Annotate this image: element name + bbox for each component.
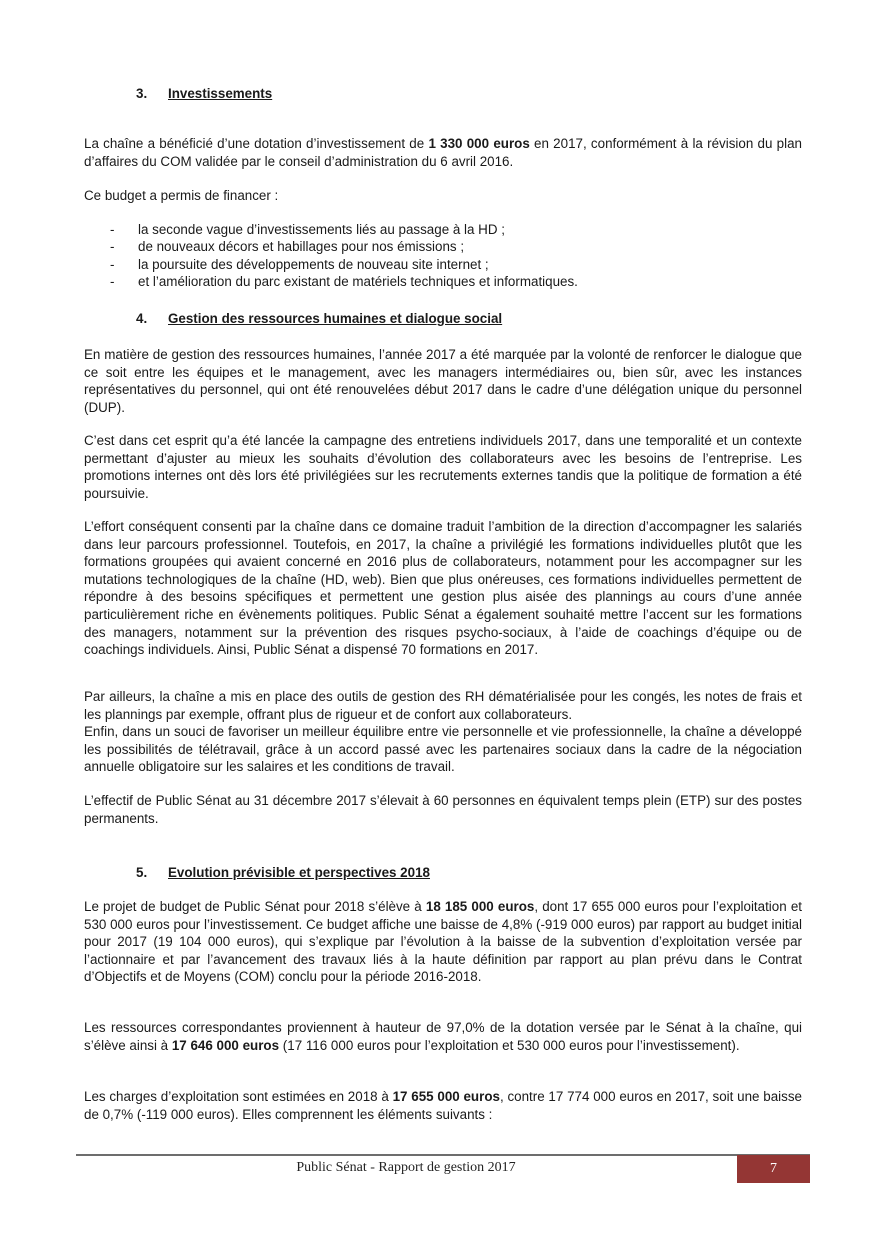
bold-amount: 18 185 000 euros (425, 899, 535, 914)
text: , contre 17 774 000 euros en 2017, soit une baisse de 0,7% (-119 000 euros). Elles comprennent les éléments suivants : (84, 1089, 802, 1122)
bold-amount: 1 330 000 euros (428, 136, 530, 151)
section-4-heading (136, 311, 502, 326)
text: en 2017, conformément à la révision du plan d’affaires du COM validée par le conseil d’administration du 6 avril 2016. (84, 136, 802, 169)
text: (17 116 000 euros pour l’exploitation et 530 000 euros pour l’investissement). (279, 1037, 740, 1053)
section-5-heading (136, 865, 430, 880)
section-3-heading (136, 86, 272, 101)
list-item-text: de nouveaux décors et habillages pour nos émissions ; (138, 239, 465, 255)
paragraph-charges (84, 1088, 802, 1123)
page-number-badge: 7 (737, 1155, 810, 1183)
paragraph-budget-2018 (84, 898, 802, 986)
paragraph-interviews: C’est dans cet esprit qu’a été lancée la campagne des entretiens individuels 2017, dans une temporalité et un contexte permettant d’ajuster au mieux les souhaits d’évolution des collaborateurs avec les besoins de l’entreprise. Les promotions internes ont dès lors été privilégiées sur les recrutements externes tandis que la politique de formation a été poursuivie. (84, 433, 802, 501)
footer-divider (76, 1154, 810, 1156)
paragraph-telework: Enfin, dans un souci de favoriser un meilleur équilibre entre vie personnelle et vie professionnelle, la chaîne a développé les possibilités de télétravail, grâce à un accord passé avec les partenaires sociaux dans la cadre de la négociation annuelle obligatoire sur les salaires et les conditions de travail. (84, 724, 802, 775)
paragraph-hr-dialogue: En matière de gestion des ressources humaines, l’année 2017 a été marquée par la volonté de renforcer le dialogue que ce soit entre les équipes et le management, avec les managers intermédiaires ou, bien sûr, avec les instances représentatives du personnel, qui ont été renouvelées début 2017 dans le cadre d’une délégation unique du personnel (DUP). (84, 347, 802, 415)
list-item (84, 273, 802, 290)
dash-bullet: - (110, 256, 115, 272)
dash-bullet: - (110, 222, 115, 237)
paragraph-training: L’effort conséquent consenti par la chaîne dans ce domaine traduit l’ambition de la direction d’accompagner les salariés dans leur parcours professionnel. Toutefois, en 2017, la chaîne a privilégié les formations individuelles plutôt que les formations groupées qui avaient concerné en 2016 plus de collaborateurs, notamment pour les accompagner sur les mutations technologiques de la chaîne (HD, web). Bien que plus onéreuses, ces formations individuelles permettent de répondre à des besoins spécifiques et permettent une gestion plus aisée des plannings au cours d’une année particulièrement riche en évènements politiques. Public Sénat a également souhaité mettre l’accent sur les formations des managers, notamment sur la prévention des risques psycho-sociaux, à l’aide de coachings d’équipe ou de coachings individuels. Ainsi, Public Sénat a dispensé 70 formations en 2017. (84, 519, 802, 658)
dash-bullet: - (110, 274, 115, 290)
list-item (84, 238, 802, 255)
section-number: 4. (136, 311, 148, 326)
investment-list (84, 221, 802, 291)
list-item-text: la poursuite des développements de nouveau site internet ; (138, 256, 489, 272)
paragraph-headcount: L’effectif de Public Sénat au 31 décembre 2017 s’élevait à 60 personnes en équivalent temps plein (ETP) sur des postes permanents. (84, 793, 802, 826)
section-number: 5. (136, 865, 148, 880)
list-item (84, 221, 802, 238)
paragraph-hr-tools: Par ailleurs, la chaîne a mis en place des outils de gestion des RH dématérialisée pour les congés, les notes de frais et les plannings par exemple, offrant plus de rigueur et de confort aux collaborateurs. (84, 689, 802, 722)
text: La chaîne a bénéficié d’une dotation d’investissement de (84, 136, 429, 151)
text: Le projet de budget de Public Sénat pour 2018 s’élève à (84, 899, 426, 914)
bold-amount: 17 655 000 euros (392, 1089, 500, 1104)
footer-title: Public Sénat - Rapport de gestion 2017 (296, 1160, 516, 1175)
text: , dont 17 655 000 euros pour l’exploitation et 530 000 euros pour l’investissement. Ce budget affiche une baisse de 4,8% (-919 000 euros) par rapport au budget initial pour 2017 (19 104 000 euros), qui s’explique par l’évolution à la baisse de la subvention d’exploitation versée par l’actionnaire et par l’avancement des travaux liés à la haute définition par rapport au plan prévu dans le Contrat d’Objectifs et de Moyens (COM) conclu pour la période 2016-2018. (84, 899, 802, 985)
bold-amount: 17 646 000 euros (171, 1037, 280, 1053)
list-item-text: la seconde vague d’investissements liés au passage à la HD ; (138, 222, 505, 237)
text: Les ressources correspondantes proviennent à hauteur de 97,0% de la dotation versée par le Sénat à la chaîne, qui s’élève ainsi à (84, 1020, 802, 1053)
paragraph-budget-intro: Ce budget a permis de financer : (84, 188, 279, 203)
section-title: Investissements (168, 86, 273, 101)
section-number: 3. (136, 86, 148, 101)
text: Les charges d’exploitation sont estimées en 2018 à (84, 1089, 393, 1104)
paragraph-investment-dotation (84, 135, 802, 170)
section-title: Gestion des ressources humaines et dialogue social (168, 311, 503, 326)
dash-bullet: - (110, 239, 115, 255)
paragraph-resources (84, 1019, 802, 1054)
section-title: Evolution prévisible et perspectives 2018 (168, 865, 430, 880)
list-item (84, 256, 802, 273)
list-item-text: et l’amélioration du parc existant de matériels techniques et informatiques. (138, 274, 578, 290)
